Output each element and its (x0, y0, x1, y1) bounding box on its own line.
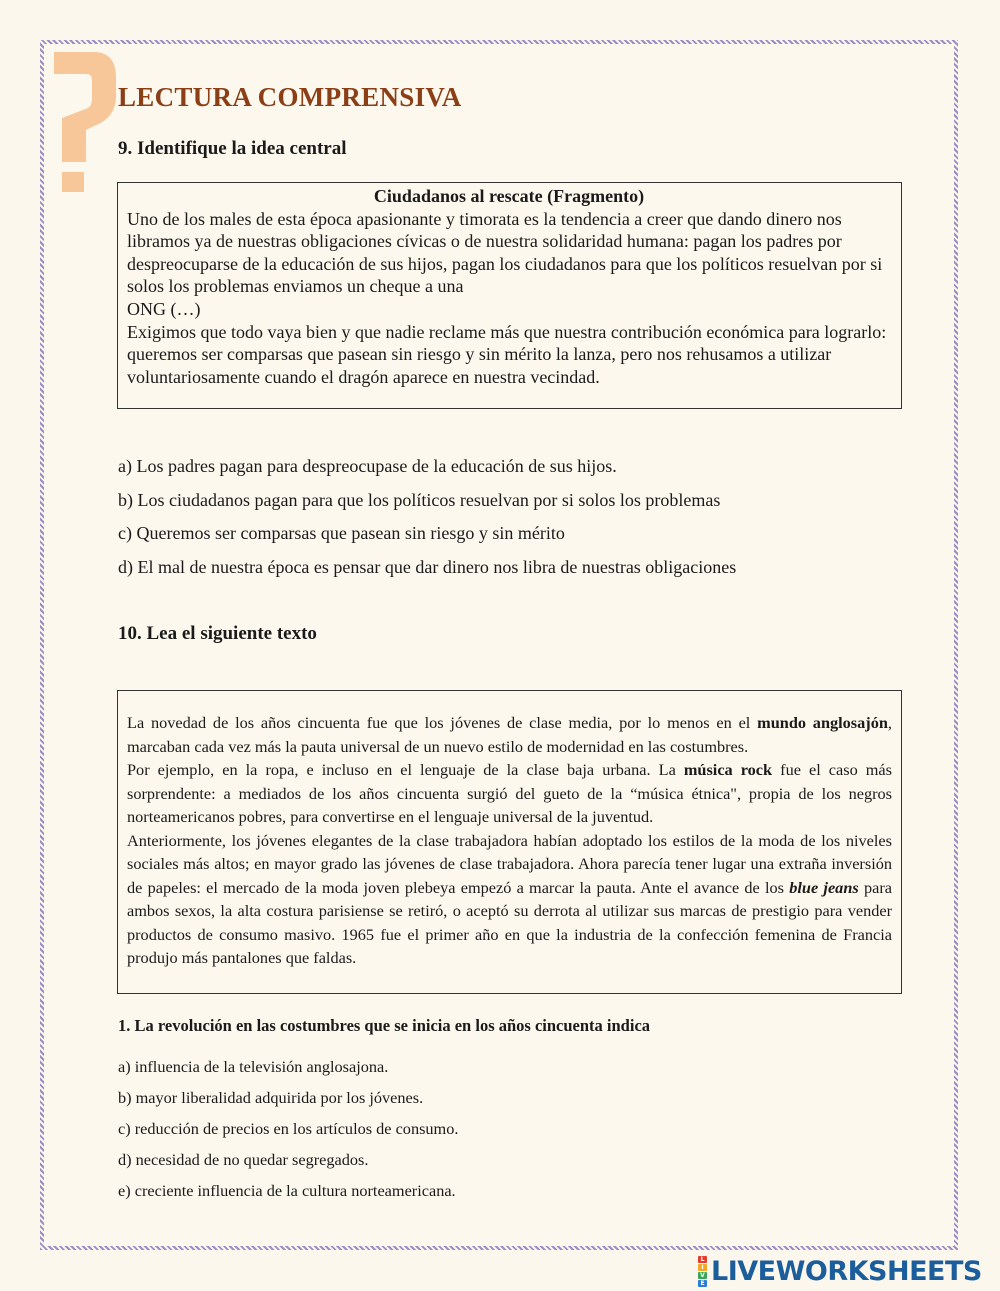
bold-italic-term-blue-jeans: blue jeans (789, 877, 859, 897)
option-a[interactable]: a) Los padres pagan para despreocupase de la educación de sus hijos. (118, 456, 617, 476)
option-e[interactable]: e) creciente influencia de la cultura norteamericana. (118, 1181, 456, 1200)
fragment-title: Ciudadanos al rescate (Fragmento) (373, 186, 645, 206)
liveworksheets-logo[interactable] (698, 1256, 982, 1286)
logo-square: I (698, 1264, 707, 1271)
question-1-options (118, 1057, 458, 1212)
brand-wordmark: LIVEWORKSHEETS (711, 1255, 982, 1287)
text-run: para ambos sexos, la alta costura parisiense se retiró, o aceptó su derrota al utilizar sus marcas de prestigio para vender productos de consumo masivo. 1965 fue el primer año en que la industria de la confección femenina de Francia produjo más pantalones que faldas. (127, 877, 892, 967)
reading-box-2 (117, 690, 902, 994)
bold-term-musica-rock: música rock (683, 760, 773, 779)
logo-square: E (698, 1280, 707, 1287)
logo-square: L (698, 1256, 707, 1263)
option-c[interactable]: c) Queremos ser comparsas que pasean sin riesgo y sin mérito (118, 523, 565, 543)
text-run: La novedad de los años cincuenta fue que los jóvenes de clase media, por lo menos en el (127, 713, 758, 732)
text-run: fue el caso más sorprendente: a mediados de los años cincuenta surgió del gueto de la “música étnica", propia de los negros norteamericanos pobres, para convertirse en el lenguaje universal de la juventud. (127, 760, 892, 826)
option-b[interactable]: b) Los ciudadanos pagan para que los políticos resuelvan por si solos los problemas (118, 489, 721, 510)
fragment-paragraph-2: Exigimos que todo vaya bien y que nadie reclame más que nuestra contribución económica para lograrlo: queremos ser comparsas que pasean sin riesgo y sin mérito la lanza, pero nos rehusamos a utilizar voluntariosamente cuando el dragón aparece en nuestra vecindad. (127, 321, 887, 387)
text-run: , marcaban cada vez más la pauta universal de un nuevo estilo de modernidad en las costumbres. (127, 713, 892, 756)
reading-paragraph-1 (127, 711, 892, 758)
text-run: Por ejemplo, en la ropa, e incluso en el lenguaje de la clase baja urbana. La (127, 760, 684, 779)
text-run: Anteriormente, los jóvenes elegantes de la clase trabajadora habían adoptado los estilos de la moda de los niveles sociales más altos; en mayor grado las jóvenes de clase trabajadora. Ahora parecía tener lugar una extraña inversión de papeles: el mercado de la moda joven plebeya empezó a marcar la pauta. Ante el avance de los (127, 830, 892, 897)
reading-box-1 (117, 182, 902, 409)
page-title: LECTURA COMPRENSIVA (118, 82, 462, 112)
question-9-options (118, 455, 736, 589)
option-c[interactable]: c) reducción de precios en los artículos de consumo. (118, 1119, 459, 1138)
fragment-paragraph-1-end: ONG (…) (127, 298, 201, 319)
option-a[interactable]: a) influencia de la televisión anglosajona. (118, 1057, 389, 1076)
question-1-heading: 1. La revolución en las costumbres que se inicia en los años cincuenta indica (118, 1016, 651, 1035)
option-d[interactable]: d) necesidad de no quedar segregados. (118, 1150, 369, 1169)
fragment-paragraph-1: Uno de los males de esta época apasionante y timorata es la tendencia a creer que dando dinero nos libramos ya de nuestras obligaciones cívicas o de nuestra solidaridad humana: pagan los padres por despreocuparse de la educación de sus hijos, pagan los ciudadanos para que los políticos resuelvan por si solos los problemas enviamos un cheque a una (127, 208, 883, 297)
option-d[interactable]: d) El mal de nuestra época es pensar que dar dinero nos libra de nuestras obligaciones (118, 556, 737, 577)
live-logo-icon (698, 1256, 707, 1287)
reading-paragraph-3 (127, 829, 892, 970)
bold-term-mundo-anglosajon: mundo anglosajón (757, 713, 888, 732)
question-9-heading: 9. Identifique la idea central (118, 138, 347, 159)
option-b[interactable]: b) mayor liberalidad adquirida por los jóvenes. (118, 1088, 424, 1107)
question-10-heading: 10. Lea el siguiente texto (118, 623, 317, 644)
logo-square: V (698, 1272, 707, 1279)
question-mark-icon (48, 44, 120, 204)
reading-paragraph-2 (127, 758, 892, 829)
